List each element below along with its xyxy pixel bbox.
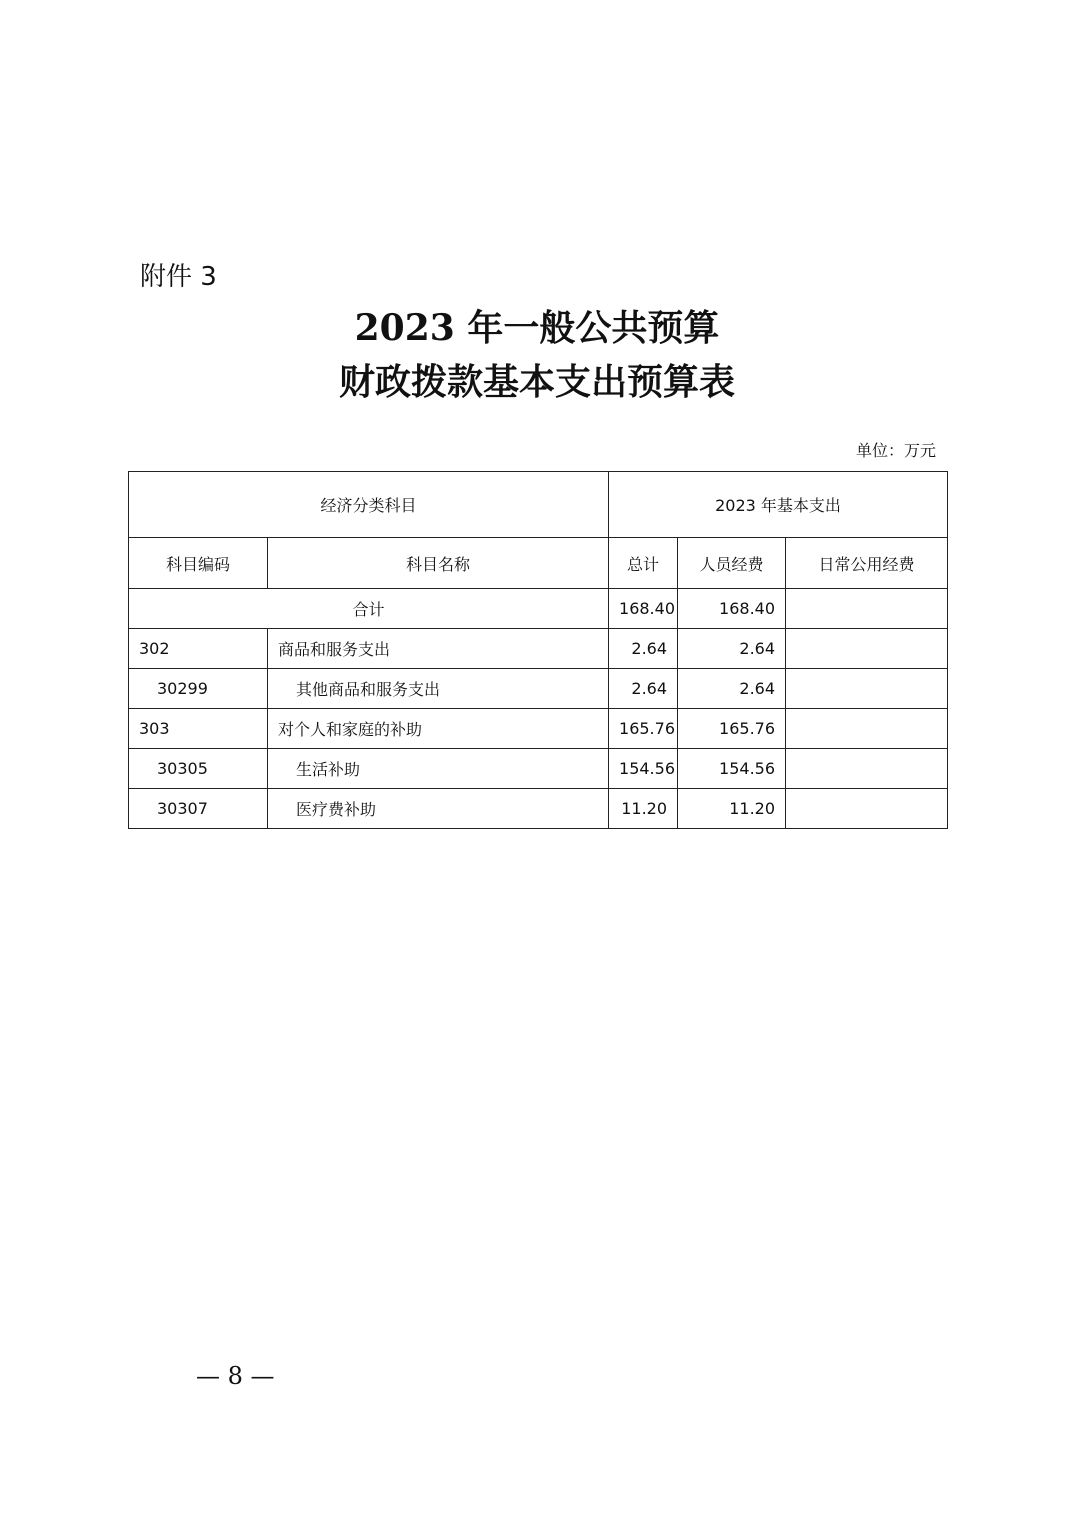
row-personnel: 2.64 <box>678 669 786 709</box>
unit-label: 单位：万元 <box>855 441 936 460</box>
total-personnel: 168.40 <box>678 589 786 629</box>
row-public <box>786 669 948 709</box>
header-public: 日常公用经费 <box>786 538 948 589</box>
page-number: — 8 — <box>196 1362 275 1390</box>
row-public <box>786 789 948 829</box>
row-name: 医疗费补助 <box>268 789 609 829</box>
row-code: 302 <box>129 629 268 669</box>
row-personnel: 2.64 <box>678 629 786 669</box>
header-code: 科目编码 <box>129 538 268 589</box>
row-total: 2.64 <box>609 629 678 669</box>
document-title-line1: 2023 年一般公共预算 <box>354 307 720 349</box>
row-code: 303 <box>129 709 268 749</box>
row-name: 生活补助 <box>268 749 609 789</box>
table-group-header-row <box>129 472 948 538</box>
header-econ-classification: 经济分类科目 <box>129 472 609 538</box>
table-column-header-row <box>129 538 948 589</box>
header-total: 总计 <box>609 538 678 589</box>
table-row <box>129 709 948 749</box>
document-title-line2: 财政拨款基本支出预算表 <box>338 361 735 403</box>
row-total: 2.64 <box>609 669 678 709</box>
row-name: 其他商品和服务支出 <box>268 669 609 709</box>
total-label: 合计 <box>129 589 609 629</box>
header-name: 科目名称 <box>268 538 609 589</box>
total-value: 168.40 <box>609 589 678 629</box>
header-basic-expenditure: 2023 年基本支出 <box>609 472 948 538</box>
row-personnel: 11.20 <box>678 789 786 829</box>
row-total: 165.76 <box>609 709 678 749</box>
budget-table <box>128 471 948 829</box>
header-personnel: 人员经费 <box>678 538 786 589</box>
row-name: 对个人和家庭的补助 <box>268 709 609 749</box>
attachment-label: 附件 3 <box>140 262 217 292</box>
total-public <box>786 589 948 629</box>
table-total-row <box>129 589 948 629</box>
row-personnel: 165.76 <box>678 709 786 749</box>
row-personnel: 154.56 <box>678 749 786 789</box>
row-name: 商品和服务支出 <box>268 629 609 669</box>
row-total: 154.56 <box>609 749 678 789</box>
table-row <box>129 629 948 669</box>
row-code: 30305 <box>129 749 268 789</box>
row-public <box>786 709 948 749</box>
row-total: 11.20 <box>609 789 678 829</box>
table-row <box>129 749 948 789</box>
row-public <box>786 629 948 669</box>
row-public <box>786 749 948 789</box>
table-row <box>129 669 948 709</box>
table-row <box>129 789 948 829</box>
row-code: 30299 <box>129 669 268 709</box>
row-code: 30307 <box>129 789 268 829</box>
